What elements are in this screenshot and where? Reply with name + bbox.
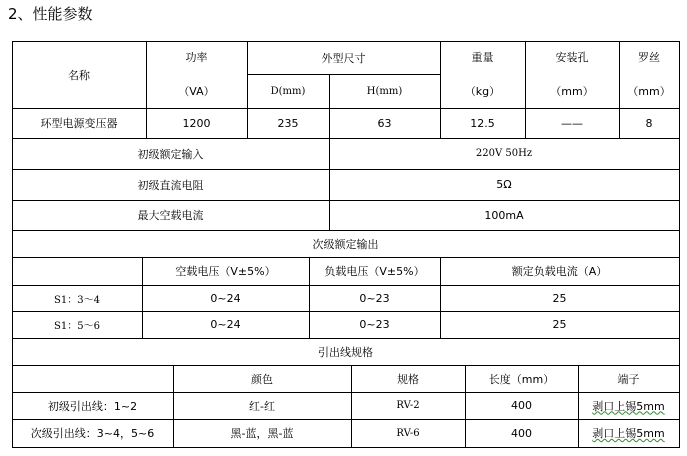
col-rated-current: 额定负载电流（A）	[511, 265, 608, 278]
col-weight-header: 重量 （kg）	[464, 50, 501, 98]
lead-secondary-label: 次级引出线：3~4，5~6	[30, 427, 155, 440]
row-s1-34-noload: 0~24	[210, 291, 241, 305]
col-color: 颜色	[251, 372, 273, 386]
section-lead-specs: 引出线规格	[318, 345, 373, 359]
row-s1-56-current: 25	[552, 318, 567, 331]
cell-power: 1200	[182, 116, 211, 130]
row-s1-56-label: S1：5～6	[54, 321, 100, 332]
cell-product-name: 环型电源变压器	[40, 117, 118, 130]
row-value-noload-current: 100mA	[484, 208, 524, 222]
lead-secondary-spec: RV-6	[396, 427, 420, 439]
row-label-resistance: 初级直流电阻	[137, 178, 204, 192]
col-hole-header: 安装孔 （mm）	[550, 50, 594, 98]
lead-primary-label: 初级引出线：1~2	[47, 399, 138, 413]
col-noload-voltage: 空载电压（V±5%）	[175, 265, 276, 278]
cell-h: 63	[377, 116, 392, 130]
cell-weight: 12.5	[470, 116, 495, 130]
lead-secondary-length: 400	[511, 426, 532, 440]
col-h-header: H(mm)	[366, 85, 403, 97]
lead-primary-spec: RV-2	[396, 400, 420, 411]
section-heading: 2、性能参数	[8, 5, 93, 23]
lead-primary-color: 红-红	[249, 399, 275, 413]
row-s1-56-load: 0~23	[359, 318, 390, 331]
col-dims-header: 外型尺寸	[321, 51, 366, 65]
col-screw-header: 罗丝 （mm）	[627, 50, 671, 98]
lead-primary-length: 400	[511, 399, 532, 412]
lead-secondary-terminal: 剥口上锡5mm	[592, 427, 665, 440]
cell-d: 235	[277, 116, 299, 130]
col-spec: 规格	[397, 372, 419, 386]
col-name-header: 名称	[68, 68, 90, 82]
row-value-resistance: 5Ω	[496, 178, 512, 191]
cell-screw: 8	[645, 116, 653, 130]
lead-secondary-color: 黑-蓝，黑-蓝	[230, 427, 294, 440]
lead-primary-terminal: 剥口上锡5mm	[592, 399, 665, 413]
row-label-noload-current: 最大空载电流	[137, 209, 204, 222]
row-s1-56-noload: 0~24	[210, 318, 241, 331]
col-terminal: 端子	[617, 372, 640, 386]
row-s1-34-label: S1：3～4	[54, 294, 100, 306]
col-load-voltage: 负载电压（V±5%）	[324, 265, 425, 278]
col-power-header: 功率 （VA）	[178, 50, 215, 98]
row-label-input: 初级额定输入	[137, 147, 204, 161]
row-s1-34-load: 0~23	[359, 291, 390, 305]
section-secondary-output: 次级额定输出	[312, 237, 379, 251]
col-d-header: D(mm)	[270, 85, 306, 97]
cell-hole: ——	[561, 116, 583, 130]
row-value-input: 220V 50Hz	[475, 148, 533, 159]
col-length: 长度（mm）	[488, 372, 555, 386]
row-s1-34-current: 25	[552, 291, 567, 305]
